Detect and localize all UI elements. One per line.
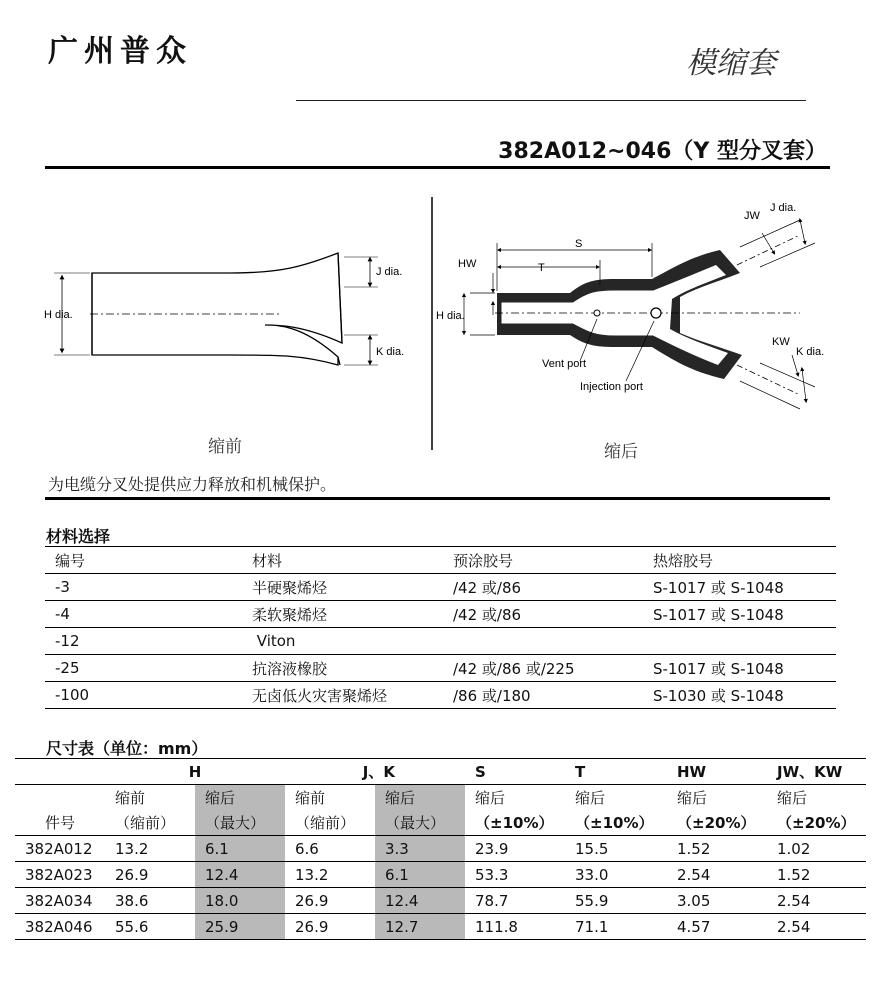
cell: Viton bbox=[242, 628, 443, 655]
table-row bbox=[15, 888, 866, 914]
header-rule bbox=[296, 100, 806, 101]
blank-header bbox=[15, 785, 105, 811]
after-shrink-label: 缩后 bbox=[604, 442, 638, 462]
cell: 23.9 bbox=[465, 836, 565, 862]
table-row bbox=[45, 574, 836, 601]
cell: 6.1 bbox=[195, 836, 285, 862]
cell: 2.54 bbox=[767, 914, 866, 940]
sub-header: （±10%） bbox=[565, 810, 667, 836]
cell: 18.0 bbox=[195, 888, 285, 914]
cell: -100 bbox=[45, 682, 242, 709]
sub-header: （缩前） bbox=[285, 810, 375, 836]
cell: 53.3 bbox=[465, 862, 565, 888]
part-number-header: 件号 bbox=[15, 810, 105, 836]
materials-table bbox=[45, 546, 836, 709]
sub-header: （最大） bbox=[195, 810, 285, 836]
dimensions-group-header-row bbox=[15, 759, 866, 785]
vent-port-label: Vent port bbox=[542, 358, 587, 370]
sub-header: 缩后 bbox=[767, 785, 866, 811]
cell bbox=[443, 628, 643, 655]
cell: 半硬聚烯烃 bbox=[242, 574, 443, 601]
j-dia-label-after: J dia. bbox=[770, 202, 797, 214]
cell: 71.1 bbox=[565, 914, 667, 940]
jw-label: JW bbox=[744, 210, 760, 222]
cell: 2.54 bbox=[767, 888, 866, 914]
table-row bbox=[45, 601, 836, 628]
dimensions-sub-header-row-1 bbox=[15, 785, 866, 811]
cell: 抗溶液橡胶 bbox=[242, 655, 443, 682]
title-rule bbox=[45, 166, 830, 169]
table-row bbox=[45, 655, 836, 682]
after-shrink-drawing bbox=[495, 235, 800, 395]
sub-header: （±20%） bbox=[767, 810, 866, 836]
group-header-s: S bbox=[465, 759, 565, 785]
k-dia-label: K dia. bbox=[376, 346, 405, 358]
cell: /42 或/86 或/225 bbox=[443, 655, 643, 682]
cell: 3.05 bbox=[667, 888, 767, 914]
cell: 55.9 bbox=[565, 888, 667, 914]
table-row bbox=[15, 914, 866, 940]
cell: 15.5 bbox=[565, 836, 667, 862]
materials-header-row bbox=[45, 547, 836, 574]
cell: 13.2 bbox=[105, 836, 195, 862]
kw-label: KW bbox=[772, 336, 790, 348]
sub-header: 缩后 bbox=[465, 785, 565, 811]
sub-header: 缩后 bbox=[375, 785, 465, 811]
product-description: 为电缆分叉处提供应力释放和机械保护。 bbox=[48, 475, 337, 494]
cell: 38.6 bbox=[105, 888, 195, 914]
cell: 柔软聚烯烃 bbox=[242, 601, 443, 628]
s-label: S bbox=[575, 238, 583, 250]
sub-header: （最大） bbox=[375, 810, 465, 836]
sub-header: 缩后 bbox=[565, 785, 667, 811]
cell: -4 bbox=[45, 601, 242, 628]
group-header-t: T bbox=[565, 759, 667, 785]
cell: /42 或/86 bbox=[443, 574, 643, 601]
cell: S-1017 或 S-1048 bbox=[643, 601, 836, 628]
description-rule bbox=[45, 497, 830, 500]
cell: S-1017 或 S-1048 bbox=[643, 574, 836, 601]
materials-title: 材料选择 bbox=[46, 527, 111, 546]
j-dia-label: J dia. bbox=[376, 266, 403, 278]
cell: 3.3 bbox=[375, 836, 465, 862]
table-row bbox=[45, 628, 836, 655]
table-row bbox=[45, 682, 836, 709]
cell: 6.6 bbox=[285, 836, 375, 862]
h-dia-label: H dia. bbox=[44, 309, 73, 321]
col-header-hotmelt: 热熔胶号 bbox=[643, 547, 836, 574]
cell: /42 或/86 bbox=[443, 601, 643, 628]
part-number: 382A034 bbox=[15, 888, 105, 914]
part-number: 382A023 bbox=[15, 862, 105, 888]
col-header-code: 编号 bbox=[45, 547, 242, 574]
cell bbox=[643, 628, 836, 655]
injection-port-label: Injection port bbox=[580, 381, 643, 393]
cell: 55.6 bbox=[105, 914, 195, 940]
cell: 2.54 bbox=[667, 862, 767, 888]
table-row bbox=[15, 862, 866, 888]
cell: /86 或/180 bbox=[443, 682, 643, 709]
before-shrink-drawing bbox=[54, 253, 378, 365]
brand-name: 广州普众 bbox=[48, 34, 192, 69]
t-label: T bbox=[538, 262, 545, 274]
h-dia-label-after: H dia. bbox=[436, 310, 465, 322]
cell: 26.9 bbox=[105, 862, 195, 888]
cell: 26.9 bbox=[285, 888, 375, 914]
sub-header: 缩后 bbox=[667, 785, 767, 811]
group-header-jwkw: JW、KW bbox=[767, 759, 866, 785]
cell: S-1017 或 S-1048 bbox=[643, 655, 836, 682]
cell: 78.7 bbox=[465, 888, 565, 914]
blank-header bbox=[15, 759, 105, 785]
part-number: 382A012 bbox=[15, 836, 105, 862]
cell: 1.52 bbox=[667, 836, 767, 862]
cell: 25.9 bbox=[195, 914, 285, 940]
cell: 33.0 bbox=[565, 862, 667, 888]
cell: 1.52 bbox=[767, 862, 866, 888]
dimensions-table bbox=[15, 758, 866, 940]
table-row bbox=[15, 836, 866, 862]
cell: 无卤低火灾害聚烯烃 bbox=[242, 682, 443, 709]
sub-header: 缩后 bbox=[195, 785, 285, 811]
k-dia-label-after: K dia. bbox=[796, 346, 825, 358]
cell: S-1030 或 S-1048 bbox=[643, 682, 836, 709]
group-header-hw: HW bbox=[667, 759, 767, 785]
cell: 26.9 bbox=[285, 914, 375, 940]
hw-label: HW bbox=[458, 258, 477, 270]
cell: -3 bbox=[45, 574, 242, 601]
cell: 13.2 bbox=[285, 862, 375, 888]
sub-header: （±20%） bbox=[667, 810, 767, 836]
cell: 12.4 bbox=[195, 862, 285, 888]
dimensions-sub-header-row-2 bbox=[15, 810, 866, 836]
cell: 4.57 bbox=[667, 914, 767, 940]
cell: 111.8 bbox=[465, 914, 565, 940]
cell: 6.1 bbox=[375, 862, 465, 888]
cell: 12.4 bbox=[375, 888, 465, 914]
sub-header: 缩前 bbox=[285, 785, 375, 811]
cell: -12 bbox=[45, 628, 242, 655]
cell: 1.02 bbox=[767, 836, 866, 862]
sub-header: （±10%） bbox=[465, 810, 565, 836]
group-header-h: H bbox=[105, 759, 285, 785]
dimensions-title: 尺寸表（单位：mm） bbox=[46, 739, 208, 758]
sub-header: （缩前） bbox=[105, 810, 195, 836]
cell: 12.7 bbox=[375, 914, 465, 940]
col-header-precoat: 预涂胶号 bbox=[443, 547, 643, 574]
product-category: 模缩套 bbox=[686, 46, 776, 81]
col-header-material: 材料 bbox=[242, 547, 443, 574]
part-number: 382A046 bbox=[15, 914, 105, 940]
group-header-jk: J、K bbox=[285, 759, 465, 785]
product-title: 382A012~046（Y 型分叉套） bbox=[498, 139, 827, 164]
cell: -25 bbox=[45, 655, 242, 682]
sub-header: 缩前 bbox=[105, 785, 195, 811]
product-diagram bbox=[40, 195, 840, 470]
before-shrink-label: 缩前 bbox=[208, 437, 242, 457]
